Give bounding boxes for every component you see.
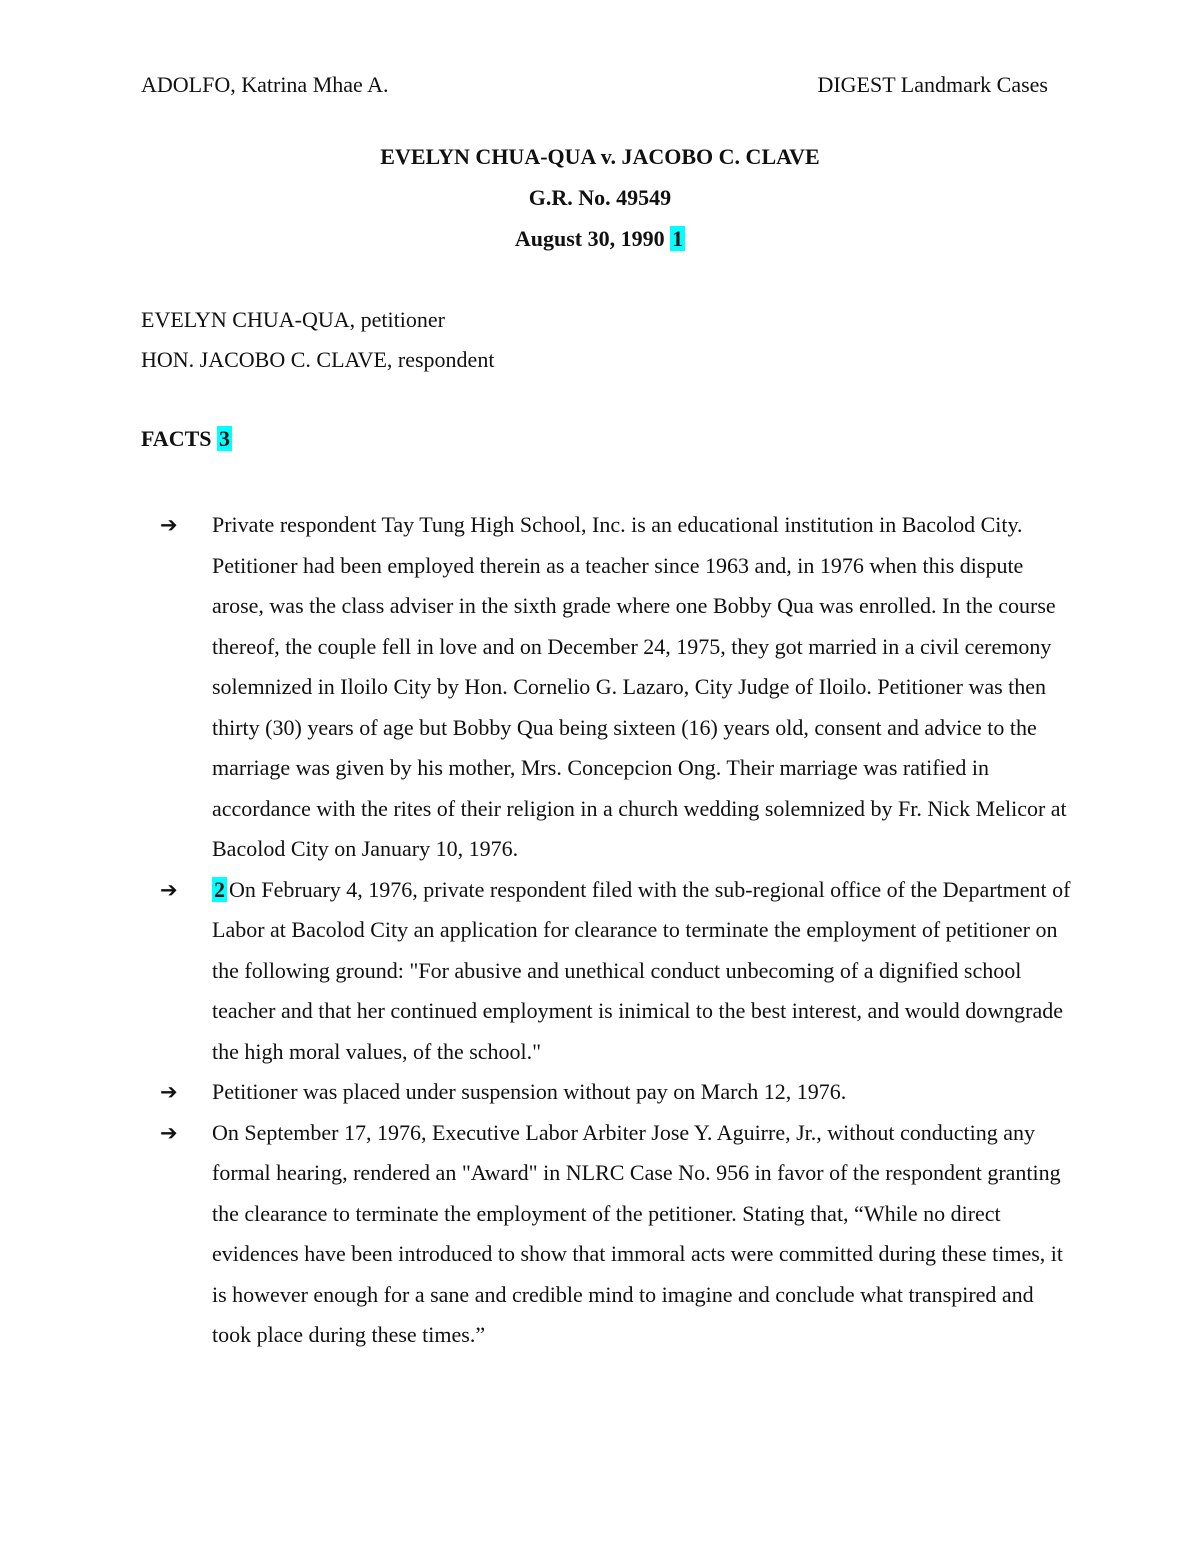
header-subject: DIGEST Landmark Cases <box>817 72 1048 97</box>
fact-text: On February 4, 1976, private respondent filed with the sub-regional office of the Department of Labor at Bacolod City an application for clearance to terminate the employment of petitioner on the following ground: "For abusive and unethical conduct unbecoming of a dignified school teacher and that her continued employment is inimical to the best interest, and would downgrade the high moral values, of the school." <box>212 876 1071 1064</box>
list-item <box>141 505 1071 870</box>
fact-marker: 2 <box>214 876 225 902</box>
parties-block <box>141 305 494 385</box>
arrow-bullet-icon: ➔ <box>160 513 178 537</box>
case-title-block <box>0 142 1200 265</box>
header-author: ADOLFO, Katrina Mhae A. <box>141 72 389 97</box>
respondent-line: HON. JACOBO C. CLAVE, respondent <box>141 347 495 372</box>
facts-heading-marker: 3 <box>219 426 230 451</box>
arrow-bullet-icon: ➔ <box>160 1080 178 1104</box>
case-date-line <box>0 224 1200 265</box>
list-item <box>141 870 1071 1073</box>
fact-text: Petitioner was placed under suspension without pay on March 12, 1976. <box>212 1079 847 1104</box>
facts-heading <box>141 426 232 452</box>
case-gr-number: G.R. No. 49549 <box>528 185 672 210</box>
arrow-bullet-icon: ➔ <box>160 1120 178 1145</box>
case-date-marker: 1 <box>672 226 684 251</box>
case-name: EVELYN CHUA-QUA v. JACOBO C. CLAVE <box>380 144 820 169</box>
fact-body <box>212 870 1071 1073</box>
fact-text: Private respondent Tay Tung High School, Inc. is an educational institution in Bacolod City. Petitioner had been employed therein as a teacher since 1963 and, in 1976 when this dispute arose, was the class adviser in the sixth grade where one Bobby Qua was enrolled. In the course thereof, the couple fell in love and on December 24, 1975, they got married in a civil ceremony solemnized in Iloilo City by Hon. Cornelio G. Lazaro, City Judge of Iloilo. Petitioner was then thirty (30) years of age but Bobby Qua being sixteen (16) years old, consent and advice to the marriage was given by his mother, Mrs. Concepcion Ong. Their marriage was ratified in accordance with the rites of their religion in a church wedding solemnized by Fr. Nick Melicor at Bacolod City on January 10, 1976. <box>212 512 1067 861</box>
facts-list <box>141 505 1071 1356</box>
list-item <box>141 1072 1071 1113</box>
arrow-bullet-icon: ➔ <box>160 877 178 902</box>
case-date: August 30, 1990 <box>514 226 665 251</box>
fact-text: On September 17, 1976, Executive Labor Arbiter Jose Y. Aguirre, Jr., without conducting any formal hearing, rendered an "Award" in NLRC Case No. 956 in favor of the respondent granting the clearance to terminate the employment of the petitioner. Stating that, “While no direct evidences have been introduced to show that immoral acts were committed during these times, it is however enough for a sane and credible mind to imagine and conclude what transpired and took place during these times.” <box>212 1119 1064 1347</box>
list-item <box>141 1113 1071 1356</box>
petitioner-line: EVELYN CHUA-QUA, petitioner <box>141 307 445 332</box>
facts-heading-text: FACTS <box>141 426 212 451</box>
